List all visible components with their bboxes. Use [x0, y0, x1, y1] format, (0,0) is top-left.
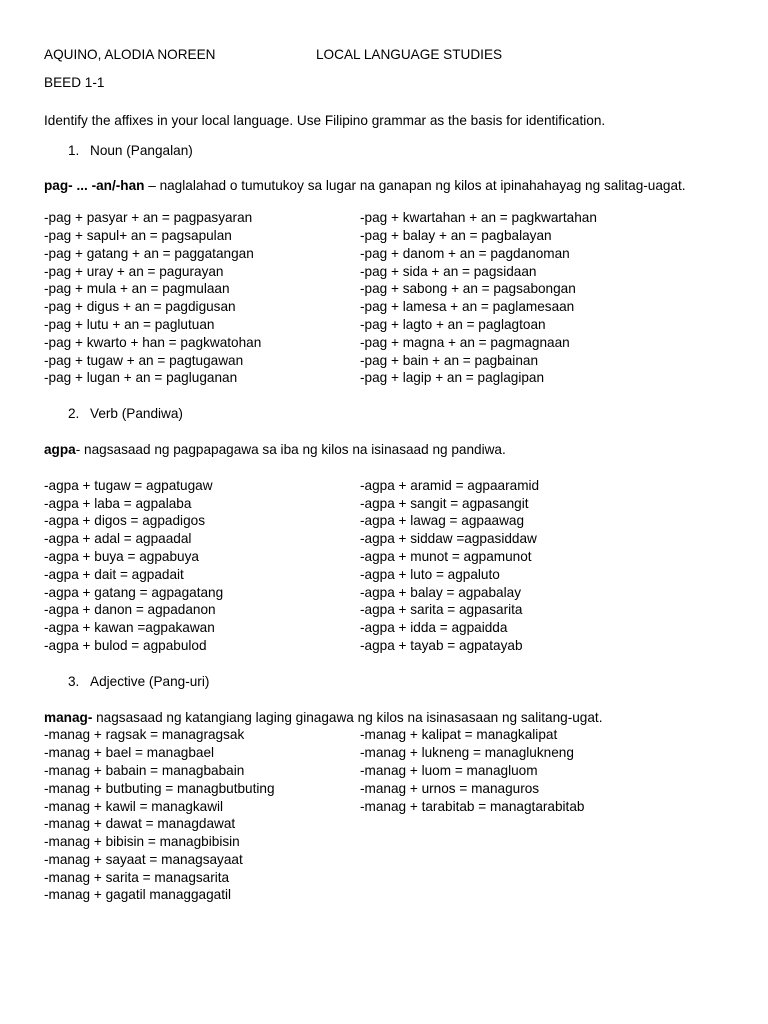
affix-example-line: -agpa + bulod = agpabulod	[44, 637, 207, 653]
section-3-description: nagsasaad ng katangiang laging ginagawa ng kilos na isinasasaan ng salitang-ugat.	[92, 709, 603, 725]
affix-example-line: -agpa + laba = agpalaba	[44, 495, 192, 511]
affix-example-line: -agpa + lawag = agpaawag	[360, 513, 525, 529]
affix-example-line: -agpa + balay = agpabalay	[360, 584, 521, 600]
section-1-definition	[44, 177, 734, 195]
affix-example-line: -manag + gagatil managgagatil	[44, 887, 232, 903]
affix-example-line: -pag + lutu + an = paglutuan	[44, 316, 215, 332]
affix-example-line: -manag + urnos = managuros	[360, 780, 540, 796]
affix-example-line: -manag + dawat = managdawat	[44, 816, 236, 832]
affix-example-line: -pag + balay + an = pagbalayan	[360, 227, 552, 243]
student-name: AQUINO, ALODIA NOREEN	[44, 47, 216, 62]
affix-example-line: -manag + babain = managbabain	[44, 762, 245, 778]
affix-example-line: -pag + gatang + an = paggatangan	[44, 245, 254, 261]
section-3-affix: manag-	[44, 709, 93, 725]
affix-example-line: -pag + digus + an = pagdigusan	[44, 299, 236, 315]
affix-example-line: -agpa + sarita = agpasarita	[360, 602, 523, 618]
section-2-right-column	[360, 477, 720, 655]
affix-example-line: -pag + lugan + an = pagluganan	[44, 370, 238, 386]
affix-example-line: -agpa + digos = agpadigos	[44, 513, 205, 529]
affix-example-line: -agpa + tugaw = agpatugaw	[44, 477, 213, 493]
affix-example-line: -agpa + siddaw =agpasiddaw	[360, 531, 537, 547]
affix-example-line: -agpa + dait = agpadait	[44, 566, 184, 582]
affix-example-line: -manag + kalipat = managkalipat	[360, 727, 558, 743]
affix-example-line: -pag + kwarto + han = pagkwatohan	[44, 334, 262, 350]
affix-example-line: -pag + sabong + an = pagsabongan	[360, 281, 576, 297]
affix-example-line: -pag + danom + an = pagdanoman	[360, 245, 570, 261]
affix-example-line: -pag + sida + an = pagsidaan	[360, 263, 537, 279]
affix-example-line: -pag + bain + an = pagbainan	[360, 352, 539, 368]
affix-example-line: -agpa + buya = agpabuya	[44, 548, 199, 564]
affix-example-line: -pag + lagip + an = paglagipan	[360, 370, 545, 386]
section-3-right-column	[360, 726, 720, 904]
section-label: BEED 1-1	[44, 75, 105, 90]
section-3-title: Adjective (Pang-uri)	[90, 673, 210, 689]
affix-example-line: -agpa + danon = agpadanon	[44, 602, 216, 618]
affix-example-line: -manag + luom = managluom	[360, 762, 538, 778]
header-row	[44, 46, 734, 66]
section-2-examples	[44, 477, 734, 655]
affix-example-line: -pag + uray + an = pagurayan	[44, 263, 224, 279]
section-2-definition	[44, 441, 734, 459]
section-1-description: – naglalahad o tumutukoy sa lugar na ganapan ng kilos at ipinahahayag ng salitag-uagat.	[144, 178, 686, 194]
section-1-left-column	[44, 209, 360, 387]
section-3-number: 3.	[68, 673, 80, 689]
course-title: LOCAL LANGUAGE STUDIES	[316, 47, 503, 62]
affix-example-line: -manag + bibisin = managbibisin	[44, 834, 240, 850]
section-2-title: Verb (Pandiwa)	[90, 406, 183, 422]
instructions: Identify the affixes in your local language. Use Filipino grammar as the basis for identification.	[44, 112, 606, 128]
section-2-left-column	[44, 477, 360, 655]
affix-example-line: -pag + tugaw + an = pagtugawan	[44, 352, 244, 368]
section-1-number: 1.	[68, 142, 80, 158]
section-3-definition	[44, 709, 734, 727]
affix-example-line: -pag + lagto + an = paglagtoan	[360, 316, 546, 332]
section-1-affix: pag- ... -an/-han	[44, 178, 145, 194]
section-1-examples	[44, 209, 734, 387]
affix-example-line: -manag + sayaat = managsayaat	[44, 851, 243, 867]
affix-example-line: -pag + mula + an = pagmulaan	[44, 281, 230, 297]
affix-example-line: -manag + lukneng = managlukneng	[360, 745, 574, 761]
section-1-title: Noun (Pangalan)	[90, 142, 193, 158]
affix-example-line: -pag + kwartahan + an = pagkwartahan	[360, 210, 597, 226]
affix-example-line: -manag + ragsak = managragsak	[44, 727, 245, 743]
affix-example-line: -agpa + kawan =agpakawan	[44, 620, 215, 636]
affix-example-line: -agpa + gatang = agpagatang	[44, 584, 224, 600]
affix-example-line: -agpa + idda = agpaidda	[360, 620, 508, 636]
affix-example-line: -manag + bael = managbael	[44, 745, 215, 761]
affix-example-line: -manag + tarabitab = managtarabitab	[360, 798, 585, 814]
affix-example-line: -agpa + luto = agpaluto	[360, 566, 500, 582]
affix-example-line: -manag + kawil = managkawil	[44, 798, 224, 814]
affix-example-line: -agpa + sangit = agpasangit	[360, 495, 529, 511]
document-page	[44, 46, 734, 904]
section-3-left-column	[44, 726, 360, 904]
section-3-examples	[44, 726, 734, 904]
affix-example-line: -agpa + tayab = agpatayab	[360, 637, 523, 653]
section-2-affix: agpa	[44, 441, 76, 457]
section-3-heading	[44, 673, 734, 691]
affix-example-line: -agpa + munot = agpamunot	[360, 548, 532, 564]
affix-example-line: -agpa + aramid = agpaaramid	[360, 477, 540, 493]
affix-example-line: -manag + sarita = managsarita	[44, 869, 230, 885]
affix-example-line: -pag + magna + an = pagmagnaan	[360, 334, 570, 350]
section-2-number: 2.	[68, 406, 80, 422]
section-2-description: - nagsasaad ng pagpapagawa sa iba ng kilos na isinasaad ng pandiwa.	[75, 441, 506, 457]
affix-example-line: -manag + butbuting = managbutbuting	[44, 780, 275, 796]
section-2-heading	[44, 405, 734, 423]
section-1-right-column	[360, 209, 720, 387]
affix-example-line: -pag + sapul+ an = pagsapulan	[44, 227, 232, 243]
affix-example-line: -agpa + adal = agpaadal	[44, 531, 192, 547]
section-1-heading	[44, 142, 734, 160]
affix-example-line: -pag + pasyar + an = pagpasyaran	[44, 210, 253, 226]
affix-example-line: -pag + lamesa + an = paglamesaan	[360, 299, 575, 315]
